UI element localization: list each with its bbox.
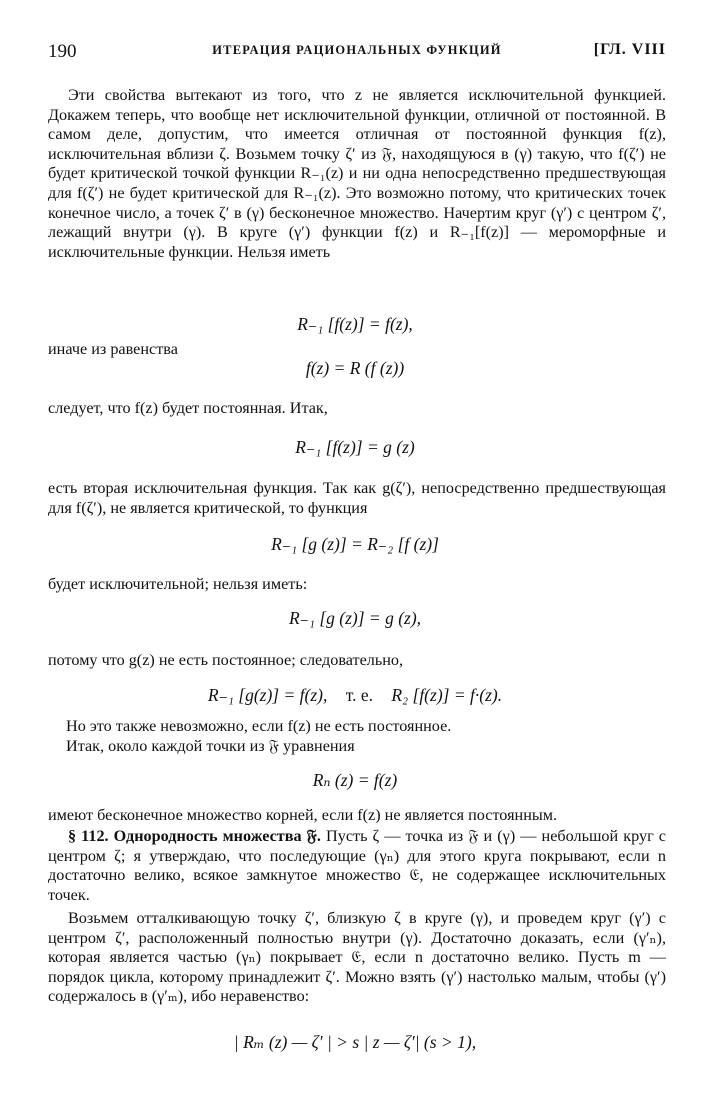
line-thus: Итак, около каждой точки из 𝔉 уравнения <box>66 737 355 755</box>
paragraph-3-text: Пусть ζ — точка из 𝔉 и (γ) — небольшой круг с центром ζ; я утверждаю, что последующие (γₙ) для этого круга покрывают, если n достаточно велико, всякое замкнутое множество 𝔈, не содержащее исключительных точек. <box>48 827 666 904</box>
chapter-label: [ГЛ. VIII <box>593 41 666 58</box>
text-otherwise: иначе из равенства <box>48 340 178 358</box>
equation-6-right: R₂ [f(z)] = f·(z). <box>391 685 503 705</box>
running-title: ИТЕРАЦИЯ РАЦИОНАЛЬНЫХ ФУНКЦИЙ <box>212 43 502 57</box>
equation-1: R₋₁ [f(z)] = f(z), <box>297 314 413 334</box>
paragraph-4-text: Возьмем отталкивающую точку ζ′, близкую ζ в круге (γ), и проведем круг (γ′) с центром ζ′, расположенный полностью внутри (γ). Достаточно доказать, если (γ′ₙ), которая является частью (γₙ) покрывает 𝔈, если n достаточно велико. Пусть m — порядок цикла, которому принадлежит ζ′. Можно взять (γ′) настолько малым, чтобы (γ′) содержалось в (γ′ₘ), ибо неравенство: <box>48 909 666 1006</box>
text-follows: следует, что f(z) будет постоянная. Итак, <box>48 399 328 417</box>
equation-6 <box>0 685 710 706</box>
section-title: § 112. Однородность множества 𝔉. <box>68 827 321 845</box>
line-impossible: Но это также невозможно, если f(z) не есть постоянное. <box>66 717 452 735</box>
equation-6-left: R₋₁ [g(z)] = f(z), <box>207 685 328 705</box>
text-exceptional: будет исключительной; нельзя иметь: <box>48 575 308 593</box>
paragraph-2: есть вторая исключительная функция. Так как g(ζ′), непосредственно предшествующая для f(ζ′), не является критической, то функция <box>48 479 666 517</box>
running-header <box>48 41 666 63</box>
paragraph-4 <box>48 909 666 1007</box>
page-number: 190 <box>48 41 77 62</box>
equation-2: f(z) = R (f (z)) <box>305 358 405 378</box>
equation-4: R₋₁ [g (z)] = R₋₂ [f (z)] <box>271 534 439 554</box>
text-because: потому что g(z) не есть постоянное; следовательно, <box>48 651 404 669</box>
line-roots: имеют бесконечное множество корней, если f(z) не является постоянным. <box>48 806 558 824</box>
equation-6-ie: т. е. <box>345 685 373 705</box>
equation-7: Rₙ (z) = f(z) <box>312 770 398 790</box>
equation-8: | Rₘ (z) — ζ′ | > s | z — ζ′| (s > 1), <box>233 1032 477 1052</box>
equation-5: R₋₁ [g (z)] = g (z), <box>288 608 422 628</box>
paragraph-3 <box>48 827 666 905</box>
equation-3: R₋₁ [f(z)] = g (z) <box>295 437 415 457</box>
paragraph-1-text: Эти свойства вытекают из того, что z не является исключительной функцией. Докажем теперь, что вообще нет исключительной функции, отличной от постоянной. В самом деле, допустим, что имеется отличная от постоянной функция f(z), исключительная вблизи ζ. Возьмем точку ζ′ из 𝔉, находящуюся в (γ) такую, что f(ζ′) не будет критической точкой функции R₋₁(z) и ни одна непосредственно предшествующая для f(ζ′) не будет критической для R₋₁(z). Это возможно потому, что критических точек конечное число, а точек ζ′ в (γ) бесконечное множество. Начертим круг (γ′) с центром ζ′, лежащий внутри (γ). В круге (γ′) функции f(z) и R₋₁[f(z)] — мероморфные и исключительные функции. Нельзя иметь <box>48 86 666 261</box>
paragraph-1 <box>48 86 666 262</box>
